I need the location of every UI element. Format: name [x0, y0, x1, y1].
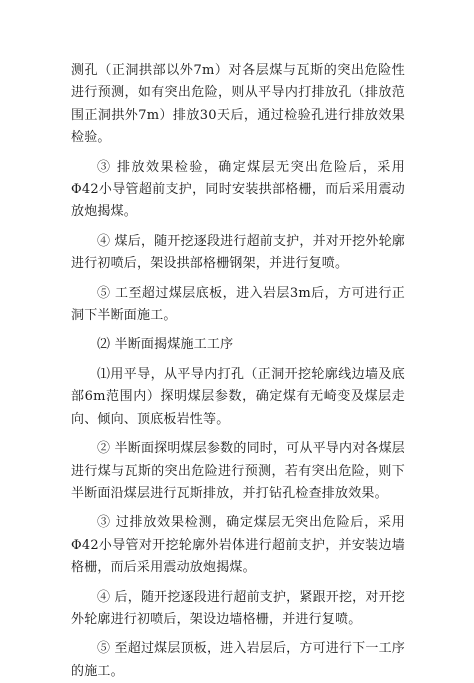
paragraph-8: ④ 后，随开挖逐段进行超前支护，紧跟开挖，对开挖外轮廓进行初喷后，架设边墙格栅，并进行复喷。	[71, 589, 405, 627]
paragraph-1: 测孔（正洞拱部以外7m）对各层煤与瓦斯的突出危险性进行预测，如有突出危险，则从平导内打排放孔（排放范围正洞拱外7m）排放30天后，通过检验孔进行排放效果检验。	[71, 63, 405, 146]
paragraph-4: ⑤ 工至超过煤层底板，进入岩层3m后，方可进行正洞下半断面施工。	[71, 285, 405, 324]
section-heading: ⑵ 半断面揭煤施工工序	[97, 337, 234, 353]
paragraph-3: ④ 煤后，随开挖逐段进行超前支护，并对开挖外轮廓进行初喷后，架设拱部格栅钢架，并进行复喷。	[71, 233, 405, 272]
paragraph-5: ⑴用平导，从平导内打孔（正洞开挖轮廓线边墙及底部6m范围内）探明煤层参数，确定煤有无崎变及煤层走向、倾向、顶底板岩性等。	[71, 366, 405, 427]
paragraph-2: ③ 排放效果检验，确定煤层无突出危险后，采用Φ42小导管超前支护，同时安装拱部格栅，而后采用震动放炮揭煤。	[71, 159, 405, 220]
paragraph-9: ⑤ 至超过煤层顶板，进入岩层后，方可进行下一工序的施工。	[71, 641, 405, 679]
paragraph-7: ③ 过排放效果检测，确定煤层无突出危险后，采用Φ42小导管对开挖轮廓外岩体进行超前支护，并安装边墙格栅，而后采用震动放炮揭煤。	[71, 515, 405, 576]
document-page	[71, 60, 405, 683]
paragraph-6: ② 半断面探明煤层参数的同时，可从平导内对各煤层进行煤与瓦斯的突出危险进行预测，若有突出危险，则下半断面沿煤层进行瓦斯排放，并打钻孔检查排放效果。	[71, 441, 405, 501]
